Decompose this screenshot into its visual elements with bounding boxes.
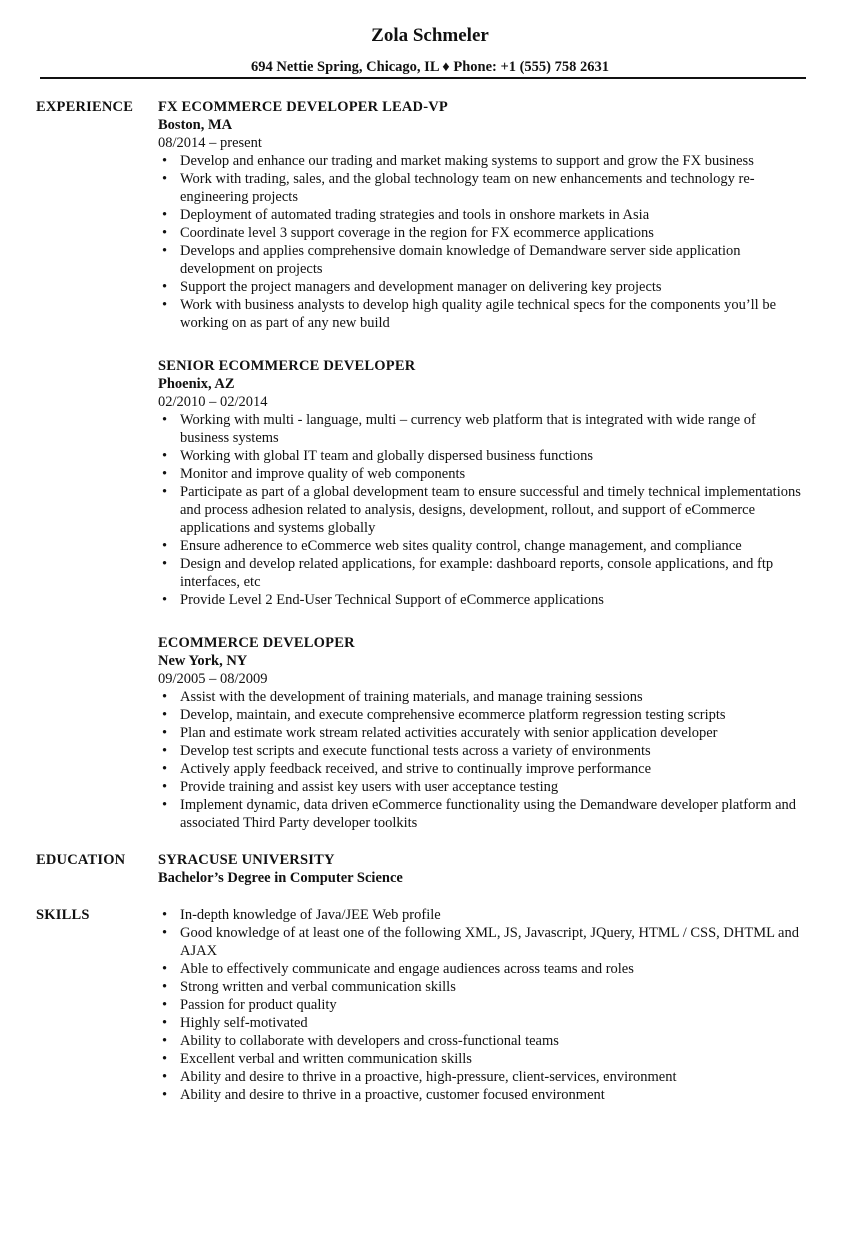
experience-heading: EXPERIENCE <box>36 99 134 115</box>
responsibility-item: • Develop, maintain, and execute comprehensive ecommerce platform regression testing scripts <box>158 706 808 724</box>
job-location: Boston, MA <box>158 117 233 133</box>
responsibility-item: • Implement dynamic, data driven eCommerce functionality using the Demandware developer platform and associated Third Party developer toolkits <box>158 796 808 832</box>
responsibility-item: • Provide training and assist key users with user acceptance testing <box>158 778 808 796</box>
responsibility-item: • Ensure adherence to eCommerce web sites quality control, change management, and compliance <box>158 537 808 555</box>
education-section <box>0 842 860 887</box>
responsibility-item: • Deployment of automated trading strategies and tools in onshore markets in Asia <box>158 206 808 224</box>
job-title: ECOMMERCE DEVELOPER <box>158 635 355 651</box>
candidate-name: Zola Schmeler <box>371 25 489 46</box>
skill-item: • Excellent verbal and written communication skills <box>158 1050 808 1068</box>
job-entry <box>158 89 808 332</box>
job-title: SENIOR ECOMMERCE DEVELOPER <box>158 358 416 374</box>
job-responsibilities <box>158 411 808 609</box>
skill-item: • Ability and desire to thrive in a proactive, customer focused environment <box>158 1086 808 1104</box>
skill-item: • In-depth knowledge of Java/JEE Web profile <box>158 906 808 924</box>
skill-item: • Ability to collaborate with developers and cross-functional teams <box>158 1032 808 1050</box>
job-title: FX ECOMMERCE DEVELOPER LEAD-VP <box>158 99 448 115</box>
responsibility-item: • Design and develop related applications, for example: dashboard reports, console applications, and ftp interfaces, etc <box>158 555 808 591</box>
responsibility-item: • Provide Level 2 End-User Technical Support of eCommerce applications <box>158 591 808 609</box>
job-dates: 02/2010 – 02/2014 <box>158 394 268 410</box>
job-entry <box>158 332 808 609</box>
skills-list <box>158 897 808 1104</box>
job-responsibilities <box>158 152 808 332</box>
responsibility-item: • Work with business analysts to develop high quality agile technical specs for the components you’ll be working on as part of any new build <box>158 296 808 332</box>
skill-item: • Able to effectively communicate and engage audiences across teams and roles <box>158 960 808 978</box>
school-name: SYRACUSE UNIVERSITY <box>158 852 335 868</box>
responsibility-item: • Actively apply feedback received, and strive to continually improve performance <box>158 760 808 778</box>
job-location: Phoenix, AZ <box>158 376 235 392</box>
responsibility-item: • Working with global IT team and globally dispersed business functions <box>158 447 808 465</box>
responsibility-item: • Assist with the development of training materials, and manage training sessions <box>158 688 808 706</box>
skills-section <box>0 897 860 1104</box>
responsibility-item: • Monitor and improve quality of web components <box>158 465 808 483</box>
responsibility-item: • Develop and enhance our trading and market making systems to support and grow the FX business <box>158 152 808 170</box>
job-entry <box>158 609 808 832</box>
degree: Bachelor’s Degree in Computer Science <box>158 870 403 886</box>
responsibility-item: • Working with multi - language, multi – currency web platform that is integrated with wide range of business systems <box>158 411 808 447</box>
responsibility-item: • Develops and applies comprehensive domain knowledge of Demandware server side application development on projects <box>158 242 808 278</box>
responsibility-item: • Develop test scripts and execute functional tests across a variety of environments <box>158 742 808 760</box>
skill-item: • Passion for product quality <box>158 996 808 1014</box>
responsibility-item: • Participate as part of a global development team to ensure successful and timely technical implementations and process adhesion related to analysis, designs, development, rollout, and support of eCommerce applications and systems globally <box>158 483 808 537</box>
job-location: New York, NY <box>158 653 248 669</box>
header-divider <box>40 77 806 79</box>
experience-list <box>158 89 808 832</box>
skill-item: • Good knowledge of at least one of the following XML, JS, Javascript, JQuery, HTML / CSS, DHTML and AJAX <box>158 924 808 960</box>
skill-item: • Highly self-motivated <box>158 1014 808 1032</box>
resume-content <box>0 89 860 1104</box>
contact-line: 694 Nettie Spring, Chicago, IL ♦ Phone: +1 (555) 758 2631 <box>250 59 610 75</box>
responsibility-item: • Coordinate level 3 support coverage in the region for FX ecommerce applications <box>158 224 808 242</box>
job-dates: 09/2005 – 08/2009 <box>158 671 268 687</box>
job-dates: 08/2014 – present <box>158 135 262 151</box>
skills-heading: SKILLS <box>36 907 90 923</box>
responsibility-item: • Plan and estimate work stream related activities accurately with senior application developer <box>158 724 808 742</box>
experience-section <box>0 89 860 832</box>
responsibility-item: • Support the project managers and development manager on delivering key projects <box>158 278 808 296</box>
skill-item: • Ability and desire to thrive in a proactive, high-pressure, client-services, environment <box>158 1068 808 1086</box>
education-heading: EDUCATION <box>36 852 126 868</box>
job-responsibilities <box>158 688 808 832</box>
responsibility-item: • Work with trading, sales, and the global technology team on new enhancements and technology re-engineering projects <box>158 170 808 206</box>
skill-item: • Strong written and verbal communication skills <box>158 978 808 996</box>
